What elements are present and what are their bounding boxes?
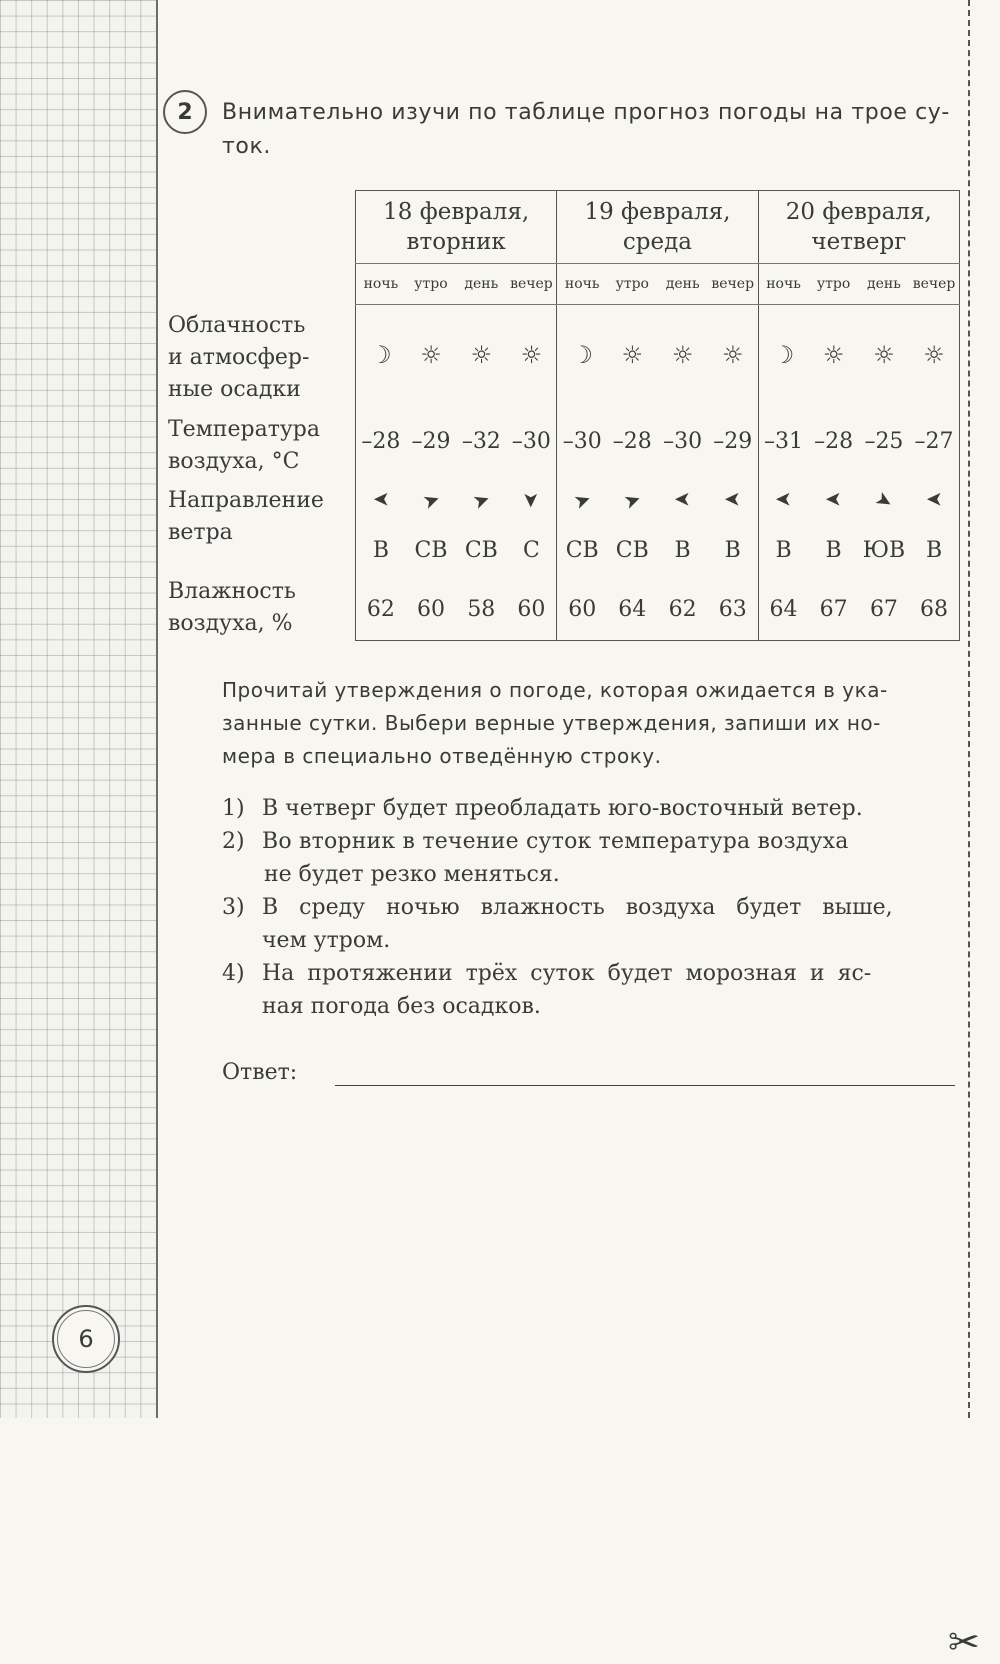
clouds-cell bbox=[758, 305, 808, 405]
grid-margin bbox=[0, 0, 158, 1418]
humidity-cell: 60 bbox=[406, 579, 456, 641]
sun-icon: ☼ bbox=[822, 340, 845, 369]
day-part-label: ночь bbox=[758, 264, 808, 305]
humidity-cell: 67 bbox=[808, 579, 858, 641]
clouds-cell bbox=[657, 305, 707, 405]
row-label-clouds: Облачность и атмосфер- ные осадки bbox=[168, 313, 310, 402]
wind-direction-cell: В bbox=[825, 538, 842, 563]
day-part-label: ночь bbox=[356, 264, 406, 305]
temperature-cell: –32 bbox=[461, 429, 501, 454]
temperature-cell: –28 bbox=[814, 429, 854, 454]
answer-label: Ответ: bbox=[222, 1060, 298, 1085]
answer-line[interactable] bbox=[335, 1085, 955, 1086]
arrow-left-icon: ➤ bbox=[775, 488, 792, 512]
clouds-cell bbox=[456, 305, 506, 405]
humidity-cell: 60 bbox=[557, 579, 607, 641]
weather-table bbox=[355, 190, 960, 641]
scissors-icon: ✂ bbox=[948, 1620, 980, 1664]
wind-arrow-cell bbox=[506, 479, 556, 523]
humidity-cell: 62 bbox=[356, 579, 406, 641]
wind-direction-cell: В bbox=[708, 523, 758, 579]
temperature-cell: –27 bbox=[909, 405, 959, 479]
temperature-cell: –25 bbox=[864, 429, 904, 454]
arrow-left-icon: ➤ bbox=[825, 488, 842, 512]
day-header: 18 февраля, вторник bbox=[356, 191, 557, 264]
moon-icon: ☽ bbox=[571, 340, 593, 369]
day-part-label: вечер bbox=[708, 264, 758, 305]
clouds-cell bbox=[557, 305, 607, 405]
instructions bbox=[222, 674, 962, 773]
arrow-left-icon: ➤ bbox=[372, 488, 390, 512]
wind-arrow-cell bbox=[909, 479, 959, 523]
wind-arrow-cell bbox=[808, 479, 858, 523]
row-label-humidity: Влажность воздуха, % bbox=[168, 579, 296, 636]
wind-direction-cell: С bbox=[506, 523, 556, 579]
arrow-down-icon: ➤ bbox=[519, 491, 544, 509]
day-part-label: день bbox=[657, 264, 707, 305]
wind-arrow-cell bbox=[758, 479, 808, 523]
day-part-label: ночь bbox=[557, 264, 607, 305]
wind-direction-cell: СВ bbox=[615, 538, 649, 563]
moon-icon: ☽ bbox=[772, 340, 795, 369]
humidity-cell: 64 bbox=[607, 579, 657, 641]
temperature-cell: –28 bbox=[612, 429, 652, 454]
clouds-cell bbox=[506, 305, 556, 405]
arrow-left-icon: ➤ bbox=[724, 488, 742, 512]
temperature-cell: –28 bbox=[356, 405, 406, 479]
clouds-cell bbox=[859, 305, 909, 405]
wind-direction-cell: СВ bbox=[414, 538, 448, 563]
arrow-right-icon: ➤ bbox=[469, 485, 494, 515]
sun-icon: ☼ bbox=[671, 340, 694, 369]
sun-icon: ☼ bbox=[520, 340, 543, 369]
arrow-right-icon: ➤ bbox=[419, 485, 443, 515]
wind-arrow-cell bbox=[406, 479, 456, 523]
wind-direction-cell: ЮВ bbox=[862, 538, 906, 563]
day-part-label: вечер bbox=[909, 264, 959, 305]
statement-4: 4) На протяжении трёх суток будет морозная и яс- ная погода без осадков. bbox=[222, 961, 872, 1019]
humidity-cell: 62 bbox=[657, 579, 707, 641]
sun-icon: ☼ bbox=[923, 340, 945, 369]
temperature-cell: –29 bbox=[708, 405, 758, 479]
row-label-temperature: Температура воздуха, °С bbox=[168, 417, 321, 474]
clouds-cell bbox=[356, 305, 406, 405]
arrow-right-down-icon: ➤ bbox=[870, 485, 898, 515]
temperature-cell: –31 bbox=[758, 405, 808, 479]
statement-1: 1) В четверг будет преобладать юго-восточный ветер. bbox=[222, 796, 863, 821]
wind-arrow-cell bbox=[657, 479, 707, 523]
wind-arrow-cell bbox=[708, 479, 758, 523]
sun-icon: ☼ bbox=[873, 340, 895, 369]
humidity-cell: 68 bbox=[909, 579, 959, 641]
humidity-cell: 63 bbox=[708, 579, 758, 641]
clouds-cell bbox=[607, 305, 657, 405]
sun-icon: ☼ bbox=[721, 340, 744, 369]
arrow-left-icon: ➤ bbox=[674, 488, 692, 512]
instruction-line: занные сутки. Выбери верные утверждения, запиши их но- bbox=[222, 711, 881, 735]
humidity-cell: 64 bbox=[758, 579, 808, 641]
clouds-cell bbox=[808, 305, 858, 405]
temperature-cell: –30 bbox=[506, 405, 556, 479]
task-number: 2 bbox=[163, 90, 207, 134]
day-part-label: день bbox=[859, 264, 909, 305]
temperature-cell: –30 bbox=[557, 405, 607, 479]
humidity-cell: 67 bbox=[859, 579, 909, 641]
wind-direction-cell: В bbox=[674, 538, 691, 563]
statement-2: 2) Во вторник в течение суток температура воздуха не будет резко меняться. bbox=[222, 829, 849, 887]
statements-list bbox=[222, 792, 962, 1023]
clouds-cell bbox=[909, 305, 959, 405]
day-part-label: утро bbox=[607, 264, 657, 305]
wind-direction-cell: В bbox=[758, 523, 808, 579]
day-part-label: день bbox=[456, 264, 506, 305]
intro-line: ток. bbox=[222, 134, 271, 159]
wind-arrow-cell bbox=[607, 479, 657, 523]
intro-line: Внимательно изучи по таблице прогноз погоды на трое су- bbox=[222, 100, 950, 125]
temperature-cell: –29 bbox=[411, 429, 451, 454]
day-part-label: утро bbox=[406, 264, 456, 305]
arrow-right-icon: ➤ bbox=[620, 485, 645, 515]
statement-3: 3) В среду ночью влажность воздуха будет выше, чем утром. bbox=[222, 895, 893, 953]
day-header: 20 февраля, четверг bbox=[758, 191, 959, 264]
task-intro bbox=[222, 96, 962, 164]
arrow-right-icon: ➤ bbox=[570, 485, 595, 515]
moon-icon: ☽ bbox=[370, 340, 392, 369]
wind-direction-cell: СВ bbox=[464, 538, 498, 563]
wind-arrow-cell bbox=[859, 479, 909, 523]
sun-icon: ☼ bbox=[420, 340, 442, 369]
humidity-cell: 60 bbox=[506, 579, 556, 641]
wind-direction-cell: СВ bbox=[557, 523, 607, 579]
page-number: 6 bbox=[52, 1305, 120, 1373]
wind-arrow-cell bbox=[356, 479, 406, 523]
row-label-wind: Направление ветра bbox=[168, 488, 324, 545]
humidity-cell: 58 bbox=[456, 579, 506, 641]
wind-arrow-cell bbox=[557, 479, 607, 523]
day-part-label: вечер bbox=[506, 264, 556, 305]
wind-direction-cell: В bbox=[909, 523, 959, 579]
instruction-line: мера в специально отведённую строку. bbox=[222, 744, 662, 768]
clouds-cell bbox=[406, 305, 456, 405]
day-header: 19 февраля, среда bbox=[557, 191, 758, 264]
temperature-cell: –30 bbox=[663, 429, 703, 454]
day-part-label: утро bbox=[808, 264, 858, 305]
sun-icon: ☼ bbox=[621, 340, 644, 369]
arrow-left-icon: ➤ bbox=[925, 488, 943, 512]
wind-arrow-cell bbox=[456, 479, 506, 523]
clouds-cell bbox=[708, 305, 758, 405]
sun-icon: ☼ bbox=[470, 340, 493, 369]
instruction-line: Прочитай утверждения о погоде, которая ожидается в ука- bbox=[222, 678, 888, 702]
cut-line bbox=[968, 0, 970, 1418]
wind-direction-cell: В bbox=[356, 523, 406, 579]
